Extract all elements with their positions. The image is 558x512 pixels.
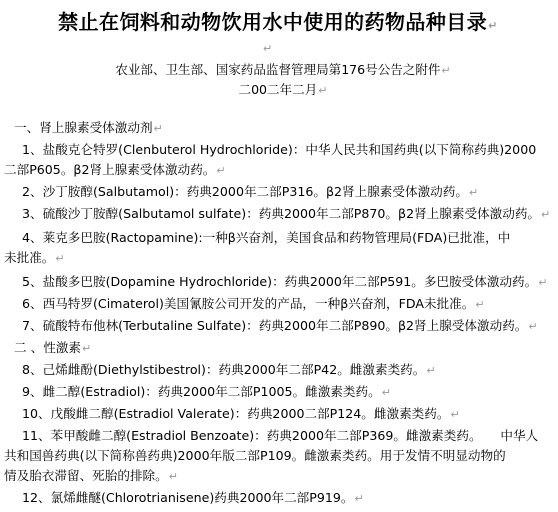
list-item-7 [22, 318, 538, 335]
blank-line [262, 40, 272, 57]
document-title [0, 6, 556, 35]
section-heading-text: 一、肾上腺素受体激动剂 [14, 120, 153, 135]
paragraph-mark-icon: ↵ [488, 19, 498, 32]
list-item-4-line-1 [22, 230, 510, 246]
list-item-text: 二部P605。β2肾上腺素受体激动药。 [4, 162, 216, 177]
list-item-text: 12、氯烯雌醚(Chlorotrianisene)药典2000年二部P919。 [22, 490, 354, 505]
paragraph-mark-icon: ↵ [441, 64, 451, 77]
list-item-12 [22, 490, 364, 507]
list-item-6 [22, 296, 485, 313]
list-item-8 [22, 362, 436, 379]
paragraph-mark-icon: ↵ [168, 470, 178, 483]
list-item-text: 1、盐酸克仑特罗(Clenbuterol Hydrochloride)：中华人民共和国药典(以下简称药典)2000 [22, 142, 537, 157]
paragraph-mark-icon: ↵ [528, 320, 538, 333]
list-item-text: 8、己烯雌酚(Diethylstibestrol)：药典2000年二部P42。雌激素类药。 [22, 362, 426, 377]
section-heading-2 [14, 340, 91, 357]
list-item-3 [22, 206, 550, 223]
list-item-9 [22, 384, 391, 401]
list-item-text: 5、盐酸多巴胺(Dopamine Hydrochloride)：药典2000年二部P591。多巴胺受体激动药。 [22, 274, 538, 289]
list-item-1-line-1 [22, 142, 536, 158]
list-item-text: 共和国兽药典(以下简称兽药典)2000年版二部P109。雌激素类药。用于发情不明显动物的 [4, 448, 506, 463]
date-text: 二00二年二月 [238, 82, 318, 97]
section-heading-text: 二 、性激素 [14, 340, 81, 355]
paragraph-mark-icon: ↵ [263, 42, 273, 55]
paragraph-mark-icon: ↵ [538, 276, 548, 289]
list-item-1-line-2 [4, 162, 226, 179]
paragraph-mark-icon: ↵ [426, 364, 436, 377]
paragraph-mark-icon: ↵ [541, 208, 551, 221]
list-item-text: 4、莱克多巴胺(Ractopamine):一种β兴奋剂，美国食品和药物管理局(FDA)已批准，中 [22, 230, 511, 245]
paragraph-mark-icon: ↵ [468, 186, 479, 199]
section-heading-1 [14, 120, 163, 137]
list-item-text: 3、硫酸沙丁胺醇(Salbutamol sulfate)：药典2000年二部P870。β2肾上腺素受体激动药。 [22, 206, 541, 221]
list-item-text: 未批准。 [4, 250, 55, 265]
list-item-text: 情及胎衣滞留、死胎的排除。 [4, 468, 168, 483]
paragraph-mark-icon: ↵ [475, 298, 485, 311]
list-item-text: 9、雌二醇(Estradiol)：药典2000年二部P1005。雌激素类药。 [22, 384, 381, 399]
paragraph-mark-icon: ↵ [354, 492, 364, 505]
list-item-text: 7、硫酸特布他林(Terbutaline Sulfate)：药典2000年二部P890。β2肾上腺受体激动药。 [22, 318, 528, 333]
list-item-4-line-2 [4, 250, 65, 267]
date-line [0, 82, 556, 99]
list-item-text: 2、沙丁胺醇(Salbutamol)：药典2000年二部P316。β2肾上腺素受体激动药。 [22, 184, 468, 199]
list-item-11-line-3 [4, 468, 178, 485]
paragraph-mark-icon: ↵ [381, 386, 391, 399]
subtitle [0, 62, 556, 79]
paragraph-mark-icon: ↵ [153, 122, 163, 135]
list-item-10 [22, 406, 460, 423]
list-item-text: 6、西马特罗(Cimaterol)美国氰胺公司开发的产品，一种β兴奋剂，FDA未批准。 [22, 296, 475, 311]
document-title-text: 禁止在饲料和动物饮用水中使用的药物品种目录 [58, 10, 488, 34]
list-item-text: 10、戊酸雌二醇(Estradiol Valerate)：药典2000二部P124。雌激素类药。 [22, 406, 450, 421]
paragraph-mark-icon: ↵ [55, 252, 65, 265]
list-item-5 [22, 274, 547, 291]
list-item-2 [22, 184, 478, 201]
paragraph-mark-icon: ↵ [81, 342, 92, 355]
paragraph-mark-icon: ↵ [450, 408, 460, 421]
subtitle-text: 农业部、卫生部、国家药品监督管理局第176号公告之附件 [115, 62, 441, 77]
paragraph-mark-icon: ↵ [318, 84, 328, 97]
list-item-11-line-1 [22, 428, 538, 444]
list-item-11-line-2 [4, 448, 506, 464]
paragraph-mark-icon: ↵ [216, 164, 226, 177]
list-item-text: 11、苯甲酸雌二醇(Estradiol Benzoate)：药典2000年二部P369。雌激素类药。 中华人 [22, 428, 539, 443]
